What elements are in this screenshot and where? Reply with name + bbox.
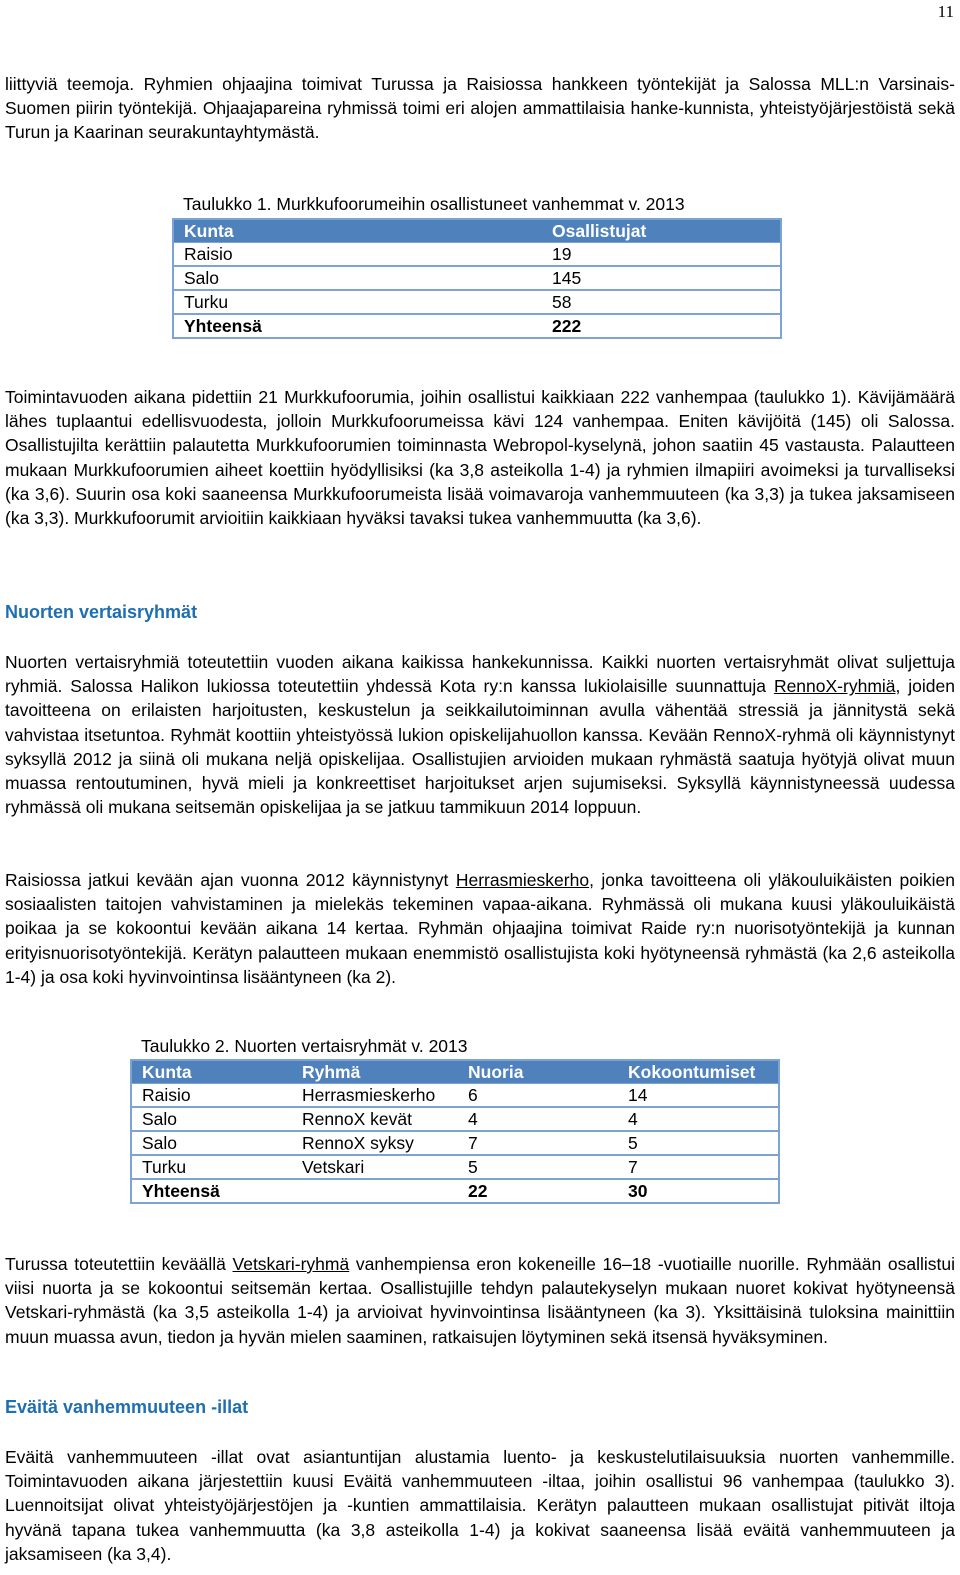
table-cell: Herrasmieskerho (292, 1084, 458, 1108)
table-row (131, 1131, 779, 1155)
table-cell: 145 (542, 266, 781, 290)
table-cell: Salo (173, 266, 542, 290)
table-row (131, 1107, 779, 1131)
column-header-osallistujat: Osallistujat (542, 219, 781, 243)
table-cell: Raisio (131, 1084, 292, 1108)
table-cell: 58 (542, 290, 781, 314)
table-cell: Salo (131, 1107, 292, 1131)
table-row (173, 243, 781, 267)
table-cell: Yhteensä (184, 315, 262, 336)
text-span: , joiden tavoitteena on erilaisten harjoitusten, keskustelun ja seikkailutoiminnan avulla vähentää stressiä ja jännitystä sekä vahvistaa itsetuntoa. Ryhmät koottiin yhteistyössä lukion opiskelijahuollon kanssa. Kevään RennoX-ryhmä oli käynnistynyt syksyllä 2012 ja siinä oli mukana neljä opiskelijaa. Osallistujien arvioiden mukaan ryhmästä saatuja hyötyjä olivat muun muassa rentoutuminen, hyvä mieli ja konkreettiset harjoitukset arjen sujumiseksi. Syksyllä käynnistyneessä uudessa ryhmässä oli mukana seitsemän opiskelijaa ja se jatkuu tammikuun 2014 loppuun. (5, 676, 955, 818)
table-total-row (173, 314, 781, 338)
table-cell: 7 (618, 1155, 779, 1179)
column-header-nuoria: Nuoria (458, 1060, 618, 1084)
table-cell: 7 (458, 1131, 618, 1155)
table-cell: 14 (618, 1084, 779, 1108)
column-header-kunta: Kunta (131, 1060, 292, 1084)
text-span: Turussa toteutettiin keväällä (5, 1254, 233, 1274)
table-cell: 5 (618, 1131, 779, 1155)
table-cell: Raisio (173, 243, 542, 267)
table-cell: RennoX kevät (292, 1107, 458, 1131)
table-cell: 5 (458, 1155, 618, 1179)
table-cell: 4 (618, 1107, 779, 1131)
text-span: Raisiossa jatkui kevään ajan vuonna 2012 käynnistynyt (5, 870, 456, 890)
table-cell: 22 (468, 1180, 488, 1201)
link-herrasmieskerho[interactable]: Herrasmieskerho (455, 870, 590, 890)
table-cell: 4 (458, 1107, 618, 1131)
paragraph-evaita: Eväitä vanhemmuuteen -illat ovat asiantuntijan alustamia luento- ja keskustelutilaisuuksia nuorten vanhemmille. Toimintavuoden aikana järjestettiin kuusi Eväitä vanhemmuuteen -iltaa, joihin osallistui 96 vanhempaa (taulukko 3). Luennoitsijat olivat yhteistyöjärjestöjen ja -kuntien ammattilaisia. Kerätyn palautteen mukaan osallistujat pitivät iltoja hyvänä tapana tukea vanhemmuutta (ka 3,8 asteikolla 1-4) ja kokivat saaneensa lisää eväitä vanhemmuuteen ja jaksamiseen (ka 3,4). (5, 1447, 955, 1564)
table-cell: Turku (173, 290, 542, 314)
page-number: 11 (937, 2, 954, 21)
table-row (131, 1084, 779, 1108)
table-row (173, 266, 781, 290)
text-span: vanhempiensa eron kokeneille 16–18 -vuotiaille nuorille. Ryhmään osallistui viisi nuorta ja se kokoontui seitsemän kertaa. Osallistujille tehdyn palautekyselyn mukaan nuoret kokivat hyötyneensä Vetskari-ryhmästä (ka 3,5 asteikolla 1-4) ja arvioivat hyvinvointinsa lisääntyneen (ka 3). Yksittäisinä tuloksina mainittiin muun muassa avun, tiedon ja hyvän mielen saaminen, ratkaisujen löytyminen sekä itsensä hyväksyminen. (5, 1254, 955, 1347)
text-span: Nuorten vertaisryhmiä toteutettiin vuoden aikana kaikissa hankekunnissa. Kaikki nuorten vertaisryhmät olivat suljettuja ryhmiä. Salossa Halikon lukiossa toteutettiin yhdessä Kota ry:n kanssa lukiolaisille suunnattuja (5, 652, 955, 697)
heading-evaita-vanhemmuuteen: Eväitä vanhemmuuteen -illat (5, 1397, 249, 1417)
table1-caption: Taulukko 1. Murkkufoorumeihin osallistuneet vanhemmat v. 2013 (183, 194, 685, 214)
paragraph-herrasmieskerho (5, 868, 955, 989)
table-cell: 30 (628, 1180, 648, 1201)
column-header-kunta: Kunta (173, 219, 542, 243)
table-header-row (131, 1060, 779, 1084)
table-row (173, 290, 781, 314)
table-cell: Turku (131, 1155, 292, 1179)
paragraph-vetskari (5, 1252, 955, 1349)
table-cell: 222 (552, 315, 582, 336)
table-total-row (131, 1179, 779, 1203)
table-header-row (173, 219, 781, 243)
table-cell: Salo (131, 1131, 292, 1155)
paragraph-murkkufoorumit: Toimintavuoden aikana pidettiin 21 Murkkufoorumia, joihin osallistui kaikkiaan 222 vanhempaa (taulukko 1). Kävijämäärä lähes tuplaantui edellisvuodesta, jolloin Murkkufoorumeissa kävi 124 vanhempaa. Eniten kävijöitä (145) oli Salossa. Osallistujilta kerättiin palautetta Murkkufoorumien toiminnasta Webropol-kyselynä, johon saatiin 45 vastausta. Palautteen mukaan Murkkufoorumien aiheet koettiin hyödyllisiksi (ka 3,8 asteikolla 1-4) ja ryhmien ilmapiiri avoimeksi ja turvalliseksi (ka 3,6). Suurin osa koki saaneensa Murkkufoorumeista lisää voimavaroja vanhemmuuteen (ka 3,3) ja tukea jaksamiseen (ka 3,3). Murkkufoorumit arvioitiin kaikkiaan hyväksi tavaksi tukea vanhemmuutta (ka 3,6). (5, 387, 955, 529)
table-cell: 19 (542, 243, 781, 267)
column-header-kokoontumiset: Kokoontumiset (618, 1060, 779, 1084)
column-header-ryhma: Ryhmä (292, 1060, 458, 1084)
table-cell: 6 (458, 1084, 618, 1108)
heading-nuorten-vertaisryhmat: Nuorten vertaisryhmät (5, 602, 198, 622)
paragraph-intro: liittyviä teemoja. Ryhmien ohjaajina toimivat Turussa ja Raisiossa hankkeen työntekijät ja Salossa MLL:n Varsinais-Suomen piirin työntekijä. Ohjaajapareina ryhmissä toimi eri alojen ammattilaisia hanke-kunnista, yhteistyöjärjestöistä sekä Turun ja Kaarinan seurakuntayhtymästä. (5, 74, 955, 143)
table2-caption: Taulukko 2. Nuorten vertaisryhmät v. 2013 (141, 1036, 468, 1056)
link-rennox[interactable]: RennoX-ryhmiä (773, 676, 896, 697)
table-murkkufoorumit (172, 218, 782, 339)
table-vertaisryhmat (130, 1059, 780, 1204)
text-span: , jonka tavoitteena oli yläkouluikäisten poikien sosiaalisten taitojen vahvistaminen ja mielekäs tekeminen vapaa-aikana. Ryhmässä oli mukana kuusi yläkouluikäistä poikaa ja se kokoontui kevään aikana 14 kertaa. Ryhmän ohjaajina toimivat Raide ry:n nuorisotyöntekijä ja kunnan erityisnuorisotyöntekijä. Kerätyn palautteen mukaan enemmistö osallistujista koki hyötyneensä ryhmästä (ka 2,6 asteikolla 1-4) ja osa koki hyvinvointinsa lisääntyneen (ka 2). (5, 870, 955, 987)
link-vetskari[interactable]: Vetskari-ryhmä (232, 1254, 350, 1274)
table-cell: Vetskari (292, 1155, 458, 1179)
paragraph-vertaisryhmat (5, 650, 955, 819)
table-cell: Yhteensä (142, 1180, 220, 1201)
table-cell (292, 1179, 458, 1203)
table-cell: RennoX syksy (292, 1131, 458, 1155)
table-row (131, 1155, 779, 1179)
